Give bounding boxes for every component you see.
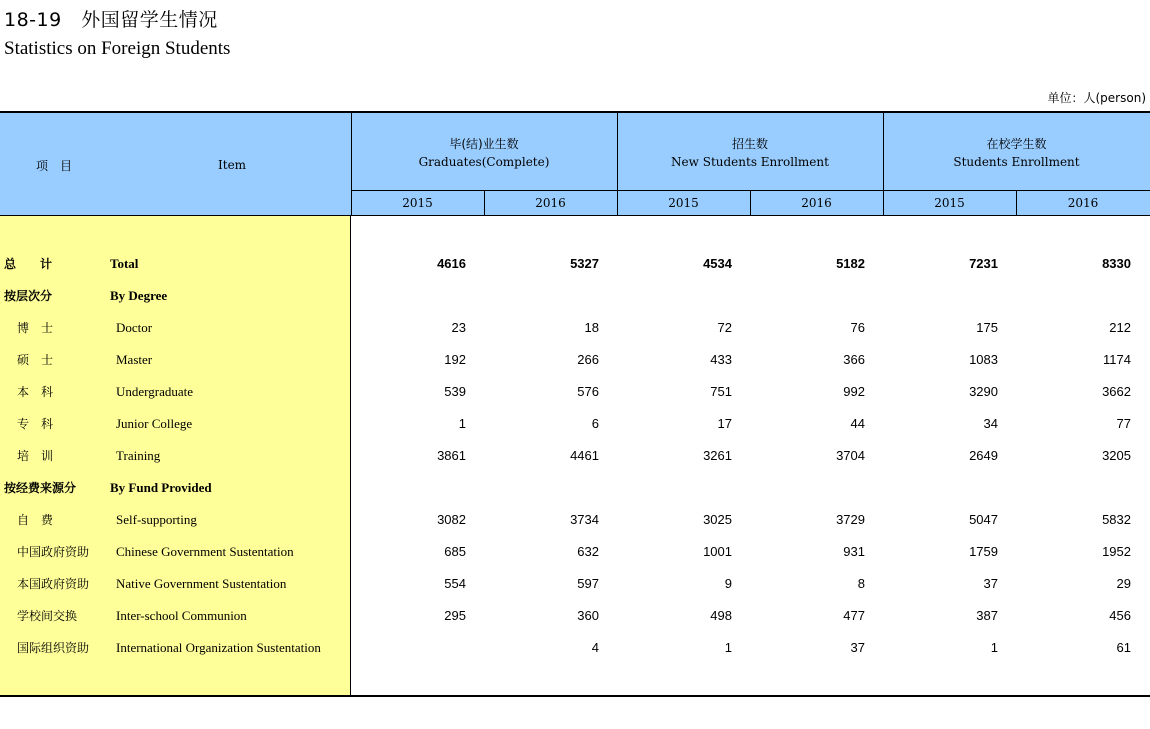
page-title-zh: 18-19 外国留学生情况 (4, 9, 218, 31)
cell-value: 1174 (1103, 352, 1131, 367)
cell-value: 3290 (969, 384, 998, 399)
header-item-zh: 项 目 (36, 159, 73, 173)
cell-value: 3662 (1102, 384, 1131, 399)
row-label-en: Master (116, 352, 153, 367)
cell-value: 23 (451, 320, 466, 335)
cell-value: 3261 (703, 448, 732, 463)
cell-value: 44 (850, 416, 865, 431)
header-divider (1016, 191, 1017, 215)
cell-value: 498 (710, 608, 732, 623)
header-group-students-enrollment: 在校学生数 Students Enrollment (953, 137, 1080, 169)
table-row (0, 536, 1150, 568)
cell-value: 1 (724, 640, 732, 655)
cell-value: 175 (976, 320, 998, 335)
cell-value: 5327 (570, 256, 599, 271)
header-year-cell: 2016 (1067, 196, 1099, 210)
cell-value: 1952 (1102, 544, 1131, 559)
unit-label: 单位：人(person) (1047, 91, 1146, 105)
cell-value: 1 (458, 416, 466, 431)
header-divider (883, 113, 884, 215)
cell-value: 37 (983, 576, 998, 591)
row-label-zh: 本 科 (17, 385, 54, 399)
row-label-zh: 国际组织资助 (17, 641, 90, 655)
table-row (0, 440, 1150, 472)
cell-value: 5047 (969, 512, 998, 527)
row-label-zh: 学校间交换 (17, 609, 78, 623)
table-row (0, 280, 1150, 312)
cell-value: 72 (717, 320, 732, 335)
cell-value: 931 (843, 544, 865, 559)
cell-value: 4 (591, 640, 599, 655)
cell-value: 3025 (703, 512, 732, 527)
row-label-en: Native Government Sustentation (116, 576, 287, 591)
cell-value: 212 (1109, 320, 1131, 335)
row-label-zh: 自 费 (17, 513, 54, 527)
cell-value: 4616 (437, 256, 466, 271)
header-divider (617, 113, 618, 215)
row-label-en: Doctor (116, 320, 153, 335)
cell-value: 1 (990, 640, 998, 655)
cell-value: 992 (843, 384, 865, 399)
table-row (0, 632, 1150, 664)
row-label-zh: 培 训 (17, 449, 54, 463)
table-row (0, 504, 1150, 536)
cell-value: 751 (710, 384, 732, 399)
header-divider (750, 191, 751, 215)
header-year-cell: 2015 (934, 196, 965, 210)
table-header (0, 111, 1150, 216)
row-label-zh: 博 士 (17, 321, 54, 335)
row-label-en: By Degree (110, 288, 168, 303)
cell-value: 8330 (1102, 256, 1131, 271)
cell-value: 366 (843, 352, 865, 367)
cell-value: 685 (444, 544, 466, 559)
cell-value: 3734 (570, 512, 599, 527)
cell-value: 4461 (570, 448, 599, 463)
page-title-en: Statistics on Foreign Students (4, 38, 231, 59)
row-label-en: International Organization Sustentation (116, 640, 321, 655)
cell-value: 1759 (969, 544, 998, 559)
cell-value: 597 (577, 576, 599, 591)
row-label-en: Self-supporting (116, 512, 197, 527)
cell-value: 266 (577, 352, 599, 367)
table-row (0, 472, 1150, 504)
table-bottom-border (0, 695, 1150, 697)
cell-value: 539 (444, 384, 466, 399)
cell-value: 6 (591, 416, 599, 431)
cell-value: 8 (857, 576, 865, 591)
header-item-en: Item (218, 158, 247, 172)
cell-value: 477 (843, 608, 865, 623)
cell-value: 18 (584, 320, 599, 335)
table-row (0, 344, 1150, 376)
cell-value: 5182 (836, 256, 865, 271)
header-year-cell: 2015 (668, 196, 699, 210)
table-row (0, 312, 1150, 344)
header-item-cell (0, 113, 351, 215)
cell-value: 9 (724, 576, 732, 591)
cell-value: 2649 (969, 448, 998, 463)
header-year-cell: 2015 (402, 196, 433, 210)
cell-value: 456 (1109, 608, 1131, 623)
header-divider (351, 113, 352, 215)
cell-value: 554 (444, 576, 466, 591)
table-row (0, 600, 1150, 632)
cell-value: 3205 (1102, 448, 1131, 463)
row-label-zh: 总 计 (4, 257, 53, 271)
row-label-en: Training (116, 448, 161, 463)
cell-value: 387 (976, 608, 998, 623)
cell-value: 34 (983, 416, 998, 431)
cell-value: 29 (1116, 576, 1131, 591)
cell-value: 37 (850, 640, 865, 655)
row-label-zh: 按层次分 (4, 289, 53, 303)
cell-value: 76 (850, 320, 865, 335)
cell-value: 4534 (703, 256, 732, 271)
row-label-zh: 硕 士 (17, 353, 54, 367)
cell-value: 1001 (703, 544, 732, 559)
table-row (0, 248, 1150, 280)
header-year-cell: 2016 (801, 196, 832, 210)
cell-value: 433 (710, 352, 732, 367)
row-label-zh: 本国政府资助 (17, 577, 90, 591)
row-label-zh: 按经费来源分 (4, 481, 77, 495)
cell-value: 17 (717, 416, 732, 431)
cell-value: 360 (577, 608, 599, 623)
cell-value: 1083 (969, 352, 998, 367)
cell-value: 3729 (836, 512, 865, 527)
row-label-en: Undergraduate (116, 384, 194, 399)
table-row (0, 568, 1150, 600)
row-label-zh: 中国政府资助 (17, 545, 90, 559)
cell-value: 3704 (836, 448, 865, 463)
row-label-zh: 专 科 (17, 417, 54, 431)
cell-value: 5832 (1102, 512, 1131, 527)
row-label-en: Inter-school Communion (116, 608, 247, 623)
cell-value: 7231 (969, 256, 998, 271)
cell-value: 192 (444, 352, 466, 367)
table-row (0, 408, 1150, 440)
cell-value: 632 (577, 544, 599, 559)
cell-value: 3082 (437, 512, 466, 527)
header-group-new-enrollment: 招生数 New Students Enrollment (671, 137, 829, 169)
cell-value: 576 (577, 384, 599, 399)
row-label-en: Total (110, 256, 139, 271)
table-row (0, 376, 1150, 408)
row-label-en: By Fund Provided (110, 480, 212, 495)
cell-value: 61 (1116, 640, 1131, 655)
header-group-graduates: 毕(结)业生数 Graduates(Complete) (418, 137, 550, 169)
row-label-en: Chinese Government Sustentation (116, 544, 294, 559)
row-label-en: Junior College (116, 416, 193, 431)
cell-value: 3861 (437, 448, 466, 463)
header-year-cell: 2016 (535, 196, 566, 210)
header-divider (484, 191, 485, 215)
cell-value: 77 (1116, 416, 1131, 431)
cell-value: 295 (444, 608, 466, 623)
